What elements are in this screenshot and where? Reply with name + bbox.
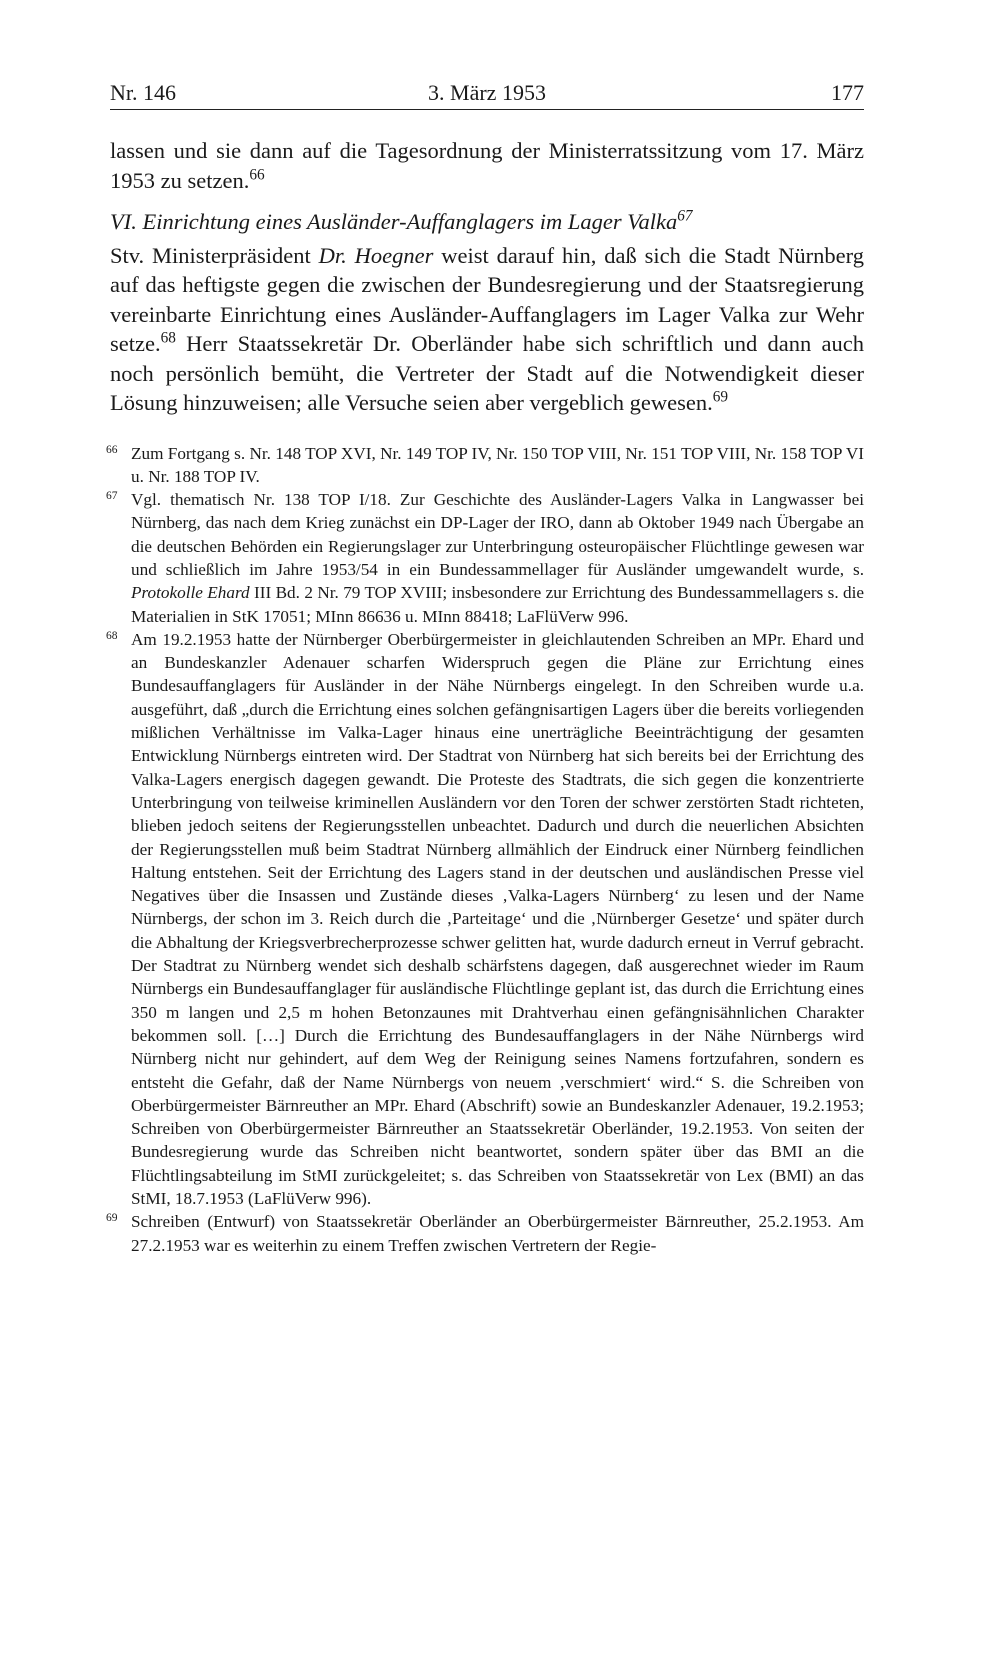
body-paragraph-continuation [110,136,864,195]
footnote-text: Vgl. thematisch Nr. 138 TOP I/18. Zur Geschichte des Ausländer-Lagers Valka in Langwasser bei Nürnberg, das nach dem Krieg zunächst ein DP-Lager der IRO, dann ab Oktober 1949 nach Übergabe an die deutschen Behörden ein Regierungslager zur Unterbringung osteuropäischer Flüchtlinge gewesen war und schließlich im Jahre 1953/54 in ein Bundessammellager für Ausländer umgewandelt wurde, s. [131,490,864,579]
footnote-ref-66[interactable]: 66 [249,166,265,184]
running-head [110,78,864,110]
footnote-number: 66 [106,443,118,456]
body-paragraph [110,241,864,418]
paragraph-text: Herr Staatssekretär Dr. Oberländer habe sich schriftlich und dann auch noch persönlich bemüht, die Vertreter der Stadt auf die Notwendigkeit dieser Lösung hinzuweisen; alle Versuche seien aber vergeblich gewesen. [110,331,864,415]
footnote-66 [106,442,864,489]
page-number: 177 [831,80,864,105]
section-heading-text: VI. Einrichtung eines Ausländer-Auffanglagers im Lager Valka [110,209,678,234]
footnote-ref-67[interactable]: 67 [677,207,693,225]
paragraph-text: Stv. Ministerpräsident [110,242,319,268]
footnote-text: Am 19.2.1953 hatte der Nürnberger Oberbürgermeister in gleichlautenden Schreiben an MPr. Ehard und an Bundeskanzler Adenauer scharfen Widerspruch gegen die Pläne zur Errichtung eines Bundesauffanglagers für Ausländer in der Nähe Nürnbergs eingelegt. In den Schreiben wurde u.a. ausgeführt, daß „durch die Errichtung eines solchen gefängnisartigen Lagers über die bereits vorliegenden mißlichen Verhältnisse im Valka-Lager hinaus eine unerträgliche Beeinträchtigung der gesamten Entwicklung Nürnbergs eintreten wird. Der Stadtrat von Nürnberg hat sich bereits bei der Errichtung des Valka-Lagers energisch dagegen gewandt. Die Proteste des Stadtrats, die sich gegen die konzentrierte Unterbringung von teilweise kriminellen Ausländern vor den Toren der schwer zerstörten Stadt richteten, blieben jedoch seitens der Regierungsstellen unbeachtet. Dadurch und durch die neuerlichen Absichten der Regierungsstellen muß beim Stadtrat Nürnberg allmählich der Eindruck einer Nürnberg feindlichen Haltung entstehen. Seit der Errichtung des Lagers stand in der deutschen und ausländischen Presse viel Negatives über die Insassen und Zustände dieses ‚Valka-Lagers Nürnberg‘ zu lesen und der Name Nürnbergs, der schon im 3. Reich durch die ‚Parteitage‘ und die ‚Nürnberger Gesetze‘ und später durch die Abhaltung der Kriegsverbrecherprozesse schwer gelitten hat, wurde dadurch erneut in Verruf gebracht. Der Stadtrat zu Nürnberg wendet sich deshalb schärfstens dagegen, daß ausgerechnet wieder im Raum Nürnbergs ein Bundesauffanglager für ausländische Flüchtlinge geplant ist, das durch die Errichtung eines 350 m langen und 2,5 m hohen Betonzaunes mit Drahtverhau einen gefängnisähnlichen Charakter bekommen soll. […] Durch die Errichtung des Bundesauffanglagers in der Nähe Nürnbergs wird Nürnberg nicht nur gehindert, auf dem Weg der Reinigung seines Namens fortzufahren, sondern es entsteht die Gefahr, daß der Name Nürnbergs von neuem ‚verschmiert‘ wird.“ S. die Schreiben von Oberbürgermeister Bärnreuther an MPr. Ehard (Abschrift) sowie an Bundeskanzler Adenauer, 19.2.1953; Schreiben von Oberbürgermeister Bärnreuther an Staatssekretär Oberländer, 19.2.1953. Von seiten der Bundesregierung wurde das Schreiben nicht beantwortet, sondern später über das BMI an die Flüchtlingsabteilung im StMI zurückgeleitet; s. das Schreiben von Staatssekretär von Lex (BMI) an das StMI, 18.7.1953 (LaFlüVerw 996). [131,629,864,1208]
document-number: Nr. 146 [110,80,176,105]
paragraph-text: weist darauf hin, daß sich die Stadt Nürnberg auf das heftigste gegen die zwischen der Bundesregierung und der Staatsregierung vereinbarte Einrichtung eines Ausländer-Auffanglagers im Lager Valka zur Wehr setze. [110,242,864,356]
footnote-67 [106,488,864,628]
footnote-text: III Bd. 2 Nr. 79 TOP XVIII; insbesondere zur Errichtung des Bundessammellagers s. die Materialien in StK 17051; MInn 86636 u. MInn 88418; LaFlüVerw 996. [131,583,864,626]
section-heading [110,207,864,237]
footnote-text: Schreiben (Entwurf) von Staatssekretär Oberländer an Oberbürgermeister Bärnreuther, 25.2.1953. Am 27.2.1953 war es weiterhin zu einem Treffen zwischen Vertretern der Regie- [131,1212,864,1255]
footnote-number: 69 [106,1212,118,1225]
footnotes-section [106,442,864,1257]
cited-work-title: Protokolle Ehard [131,583,250,603]
session-date: 3. März 1953 [428,80,546,105]
document-page [106,78,864,1257]
footnote-text: Zum Fortgang s. Nr. 148 TOP XVI, Nr. 149 TOP IV, Nr. 150 TOP VIII, Nr. 151 TOP VIII, Nr. 158 TOP VI u. Nr. 188 TOP IV. [131,443,864,486]
footnote-68 [106,628,864,1210]
footnote-number: 68 [106,629,118,642]
speaker-name: Dr. Hoegner [318,242,434,268]
footnote-ref-69[interactable]: 69 [712,388,729,406]
footnote-number: 67 [106,490,118,503]
footnote-69 [106,1210,864,1257]
footnote-ref-68[interactable]: 68 [160,329,176,347]
paragraph-text: lassen und sie dann auf die Tagesordnung der Ministerratssitzung vom 17. März 1953 zu setzen. [110,138,864,193]
